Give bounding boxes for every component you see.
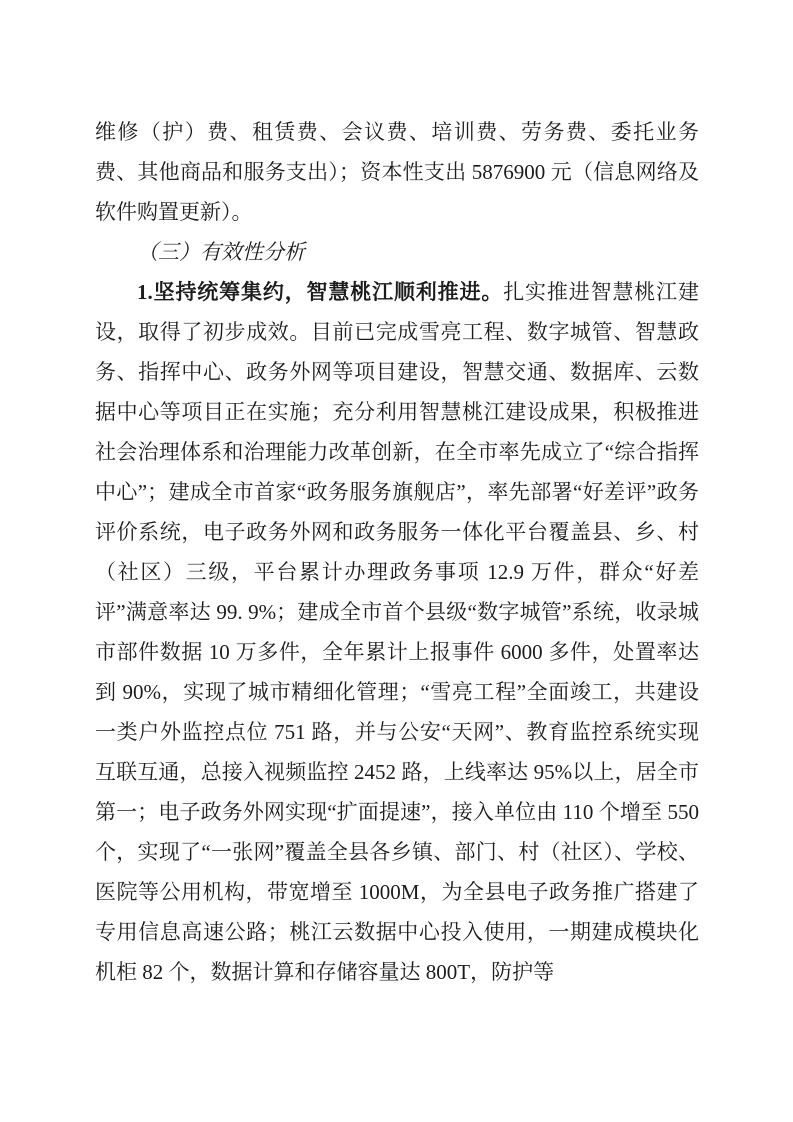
paragraph-lead-bold: 1.坚持统筹集约，智慧桃江顺利推进。 bbox=[137, 280, 504, 304]
paragraph-body-text: 扎实推进智慧桃江建设，取得了初步成效。目前已完成雪亮工程、数字城管、智慧政务、指挥中心、政务外网等项目建设，智慧交通、数据库、云数据中心等项目正在实施；充分利用智慧桃江建设成果，积极推进社会治理体系和治理能力改革创新，在全市率先成立了“综合指挥中心”；建成全市首家“政务服务旗舰店”，率先部署“好差评”政务评价系统，电子政务外网和政务服务一体化平台覆盖县、乡、村（社区）三级，平台累计办理政务事项 12.9 万件，群众“好差评”满意率达 99. 9%；建成全市首个县级“数字城管”系统，收录城市部件数据 10 万多件，全年累计上报事件 6000 多件，处置率达到 90%，实现了城市精细化管理；“雪亮工程”全面竣工，共建设一类户外监控点位 751 路，并与公安“天网”、教育监控系统实现互联互通，总接入视频监控 2452 路，上线率达 95%以上，居全市第一；电子政务外网实现“扩面提速”，接入单位由 110 个增至 550 个，实现了“一张网”覆盖全县各乡镇、部门、村（社区）、学校、医院等公用机构，带宽增至 1000M，为全县电子政务推广搭建了专用信息高速公路；桃江云数据中心投入使用，一期建成模块化机柜 82 个，数据计算和存储容量达 800T，防护等 bbox=[95, 280, 700, 984]
paragraph-smart-taojiang bbox=[95, 272, 699, 992]
section-heading-effectiveness-analysis: （三）有效性分析 bbox=[137, 240, 305, 264]
paragraph-expenses-continuation: 维修（护）费、租赁费、会议费、培训费、劳务费、委托业务费、其他商品和服务支出）；资本性支出 5876900 元（信息网络及软件购置更新）。 bbox=[95, 120, 699, 224]
